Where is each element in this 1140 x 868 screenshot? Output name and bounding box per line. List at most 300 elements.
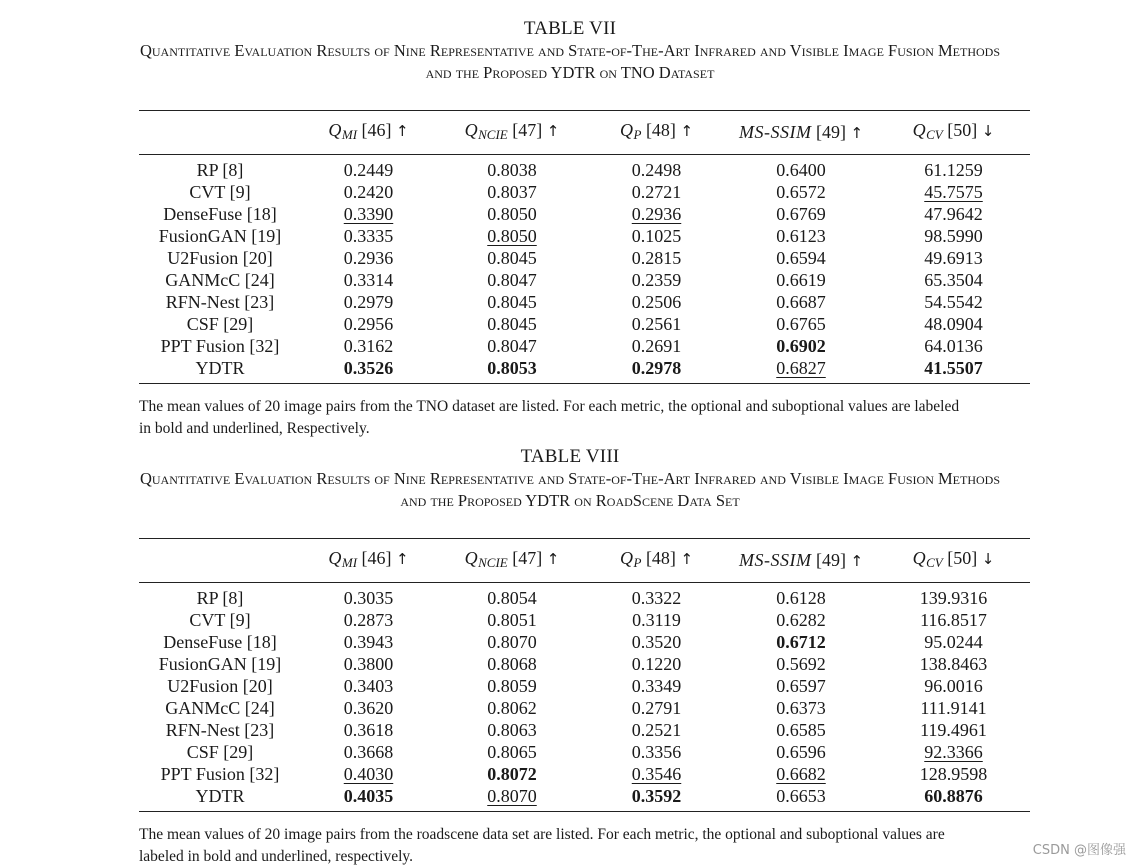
method-name: CVT [9] <box>189 182 251 202</box>
metric-reference: [48] <box>645 120 676 140</box>
method-name: RP [8] <box>196 160 244 180</box>
metric-subscript: NCIE <box>478 127 508 142</box>
metric-value-text: 0.3520 <box>631 632 682 652</box>
table-caption-line2: and the Proposed YDTR on RoadScene Data Set <box>400 491 740 510</box>
metric-value <box>588 609 725 631</box>
table-caption-line1: Quantitative Evaluation Results of Nine Representative and State-of-The-Art Infrared and Visible Image Fusion Methods <box>139 41 1001 60</box>
metric-symbol: MS-SSIM <box>738 550 812 570</box>
metric-value-text: 0.3526 <box>343 358 394 378</box>
metric-value-text: 0.2815 <box>631 248 682 268</box>
header-cell <box>436 539 588 583</box>
metric-symbol: Q <box>912 548 927 568</box>
metric-value-text: 0.6594 <box>776 248 826 268</box>
metric-subscript: NCIE <box>478 555 508 570</box>
header-cell <box>436 111 588 155</box>
metric-value-text: 0.3335 <box>343 226 394 246</box>
metric-reference: [47] <box>512 548 543 568</box>
table-row <box>139 203 1030 225</box>
arrow-up-icon: ↑ <box>680 122 694 140</box>
metric-value <box>436 181 588 203</box>
table-row <box>139 785 1030 812</box>
table-row <box>139 631 1030 653</box>
metric-value-text: 0.2498 <box>631 160 682 180</box>
metric-value-text: 0.8051 <box>487 610 537 630</box>
metric-value-text: 0.3162 <box>343 336 394 356</box>
metric-value <box>877 675 1030 697</box>
metric-value-text: 0.1220 <box>631 654 682 674</box>
table-row <box>139 225 1030 247</box>
header-cell <box>588 111 725 155</box>
header-cell <box>301 539 436 583</box>
method-name: RFN-Nest [23] <box>165 292 275 312</box>
metric-value <box>436 675 588 697</box>
table-caption-line2: and the Proposed YDTR on TNO Dataset <box>425 63 715 82</box>
metric-value-text: 49.6913 <box>924 248 983 268</box>
arrow-up-icon: ↑ <box>850 552 864 570</box>
metric-value-text: 65.3504 <box>924 270 983 290</box>
metric-value-text: 0.8050 <box>487 226 537 246</box>
metric-value <box>436 247 588 269</box>
metric-value <box>301 763 436 785</box>
header-cell-method <box>139 539 301 583</box>
metric-value <box>877 653 1030 675</box>
metric-reference: [46] <box>361 548 392 568</box>
metric-value-text: 111.9141 <box>920 698 987 718</box>
metric-value <box>877 247 1030 269</box>
metric-value <box>588 225 725 247</box>
results-table-wrap <box>139 110 1030 384</box>
metric-value <box>725 181 877 203</box>
table-row <box>139 313 1030 335</box>
metric-value <box>725 763 877 785</box>
metric-value-text: 0.6765 <box>776 314 826 334</box>
metric-value <box>301 653 436 675</box>
metric-value <box>725 631 877 653</box>
header-row <box>139 539 1030 583</box>
metric-value-text: 0.3620 <box>343 698 394 718</box>
metric-value <box>725 741 877 763</box>
metric-value <box>877 357 1030 384</box>
metric-value-text: 0.8053 <box>487 358 537 378</box>
metric-value-text: 0.6400 <box>776 160 826 180</box>
table-row <box>139 609 1030 631</box>
metric-value-text: 0.2956 <box>343 314 394 334</box>
metric-value <box>436 155 588 182</box>
metric-value <box>725 697 877 719</box>
metric-value <box>301 719 436 741</box>
table-row <box>139 653 1030 675</box>
metric-value-text: 0.6902 <box>776 336 826 356</box>
metric-value <box>301 609 436 631</box>
metric-value-text: 0.6123 <box>776 226 826 246</box>
metric-value <box>725 609 877 631</box>
metric-value-text: 0.6769 <box>776 204 826 224</box>
metric-value <box>436 697 588 719</box>
table-row <box>139 675 1030 697</box>
metric-value-text: 0.3668 <box>343 742 394 762</box>
metric-value <box>877 609 1030 631</box>
metric-value-text: 0.6687 <box>776 292 826 312</box>
metric-value-text: 128.9598 <box>919 764 988 784</box>
metric-value-text: 0.2721 <box>631 182 682 202</box>
method-name: DenseFuse [18] <box>163 204 277 224</box>
metric-value-text: 0.8070 <box>487 786 537 806</box>
metric-subscript: CV <box>926 127 943 142</box>
metric-value <box>588 247 725 269</box>
method-name: U2Fusion [20] <box>167 676 273 696</box>
metric-value-text: 0.3800 <box>343 654 394 674</box>
metric-value-text: 0.2521 <box>631 720 682 740</box>
metric-value-text: 0.2936 <box>631 204 682 224</box>
metric-value-text: 0.6619 <box>776 270 826 290</box>
metric-value <box>436 291 588 313</box>
arrow-up-icon: ↑ <box>546 550 560 568</box>
table-row <box>139 247 1030 269</box>
metric-value <box>436 583 588 610</box>
header-cell-method <box>139 111 301 155</box>
metric-value <box>877 719 1030 741</box>
metric-value <box>725 225 877 247</box>
table-row <box>139 335 1030 357</box>
metric-value <box>725 313 877 335</box>
table-row <box>139 357 1030 384</box>
metric-value <box>725 675 877 697</box>
metric-value-text: 0.8063 <box>487 720 537 740</box>
metric-value <box>588 785 725 812</box>
metric-subscript: P <box>633 127 642 142</box>
metric-value <box>301 225 436 247</box>
metric-subscript: MI <box>341 127 358 142</box>
metric-reference: [48] <box>645 548 676 568</box>
metric-value <box>588 203 725 225</box>
header-cell <box>588 539 725 583</box>
metric-value <box>877 291 1030 313</box>
metric-value-text: 0.2420 <box>343 182 394 202</box>
metric-value <box>725 203 877 225</box>
metric-value-text: 0.5692 <box>776 654 826 674</box>
metric-value <box>301 697 436 719</box>
metric-value <box>877 181 1030 203</box>
metric-value-text: 45.7575 <box>924 182 983 202</box>
metric-value-text: 0.3322 <box>631 588 682 608</box>
metric-value-text: 0.8059 <box>487 676 537 696</box>
metric-value-text: 0.2873 <box>343 610 394 630</box>
metric-value <box>301 203 436 225</box>
metric-value <box>301 583 436 610</box>
metric-value <box>725 653 877 675</box>
metric-value <box>877 335 1030 357</box>
metric-value <box>301 181 436 203</box>
metric-value-text: 0.3390 <box>343 204 394 224</box>
metric-subscript: P <box>633 555 642 570</box>
metric-value-text: 0.8038 <box>487 160 537 180</box>
metric-value <box>725 719 877 741</box>
metric-value <box>588 155 725 182</box>
table-row <box>139 291 1030 313</box>
metric-value <box>436 785 588 812</box>
metric-value-text: 47.9642 <box>924 204 983 224</box>
metric-value <box>301 675 436 697</box>
arrow-up-icon: ↑ <box>850 124 864 142</box>
metric-value-text: 116.8517 <box>920 610 987 630</box>
arrow-up-icon: ↑ <box>546 122 560 140</box>
table-number: TABLE VII <box>523 18 617 39</box>
metric-value <box>436 313 588 335</box>
header-cell <box>301 111 436 155</box>
table-note <box>139 396 1039 440</box>
metric-value-text: 138.8463 <box>919 654 988 674</box>
metric-value-text: 0.8062 <box>487 698 537 718</box>
metric-value-text: 0.6585 <box>776 720 826 740</box>
metric-symbol: Q <box>464 120 479 140</box>
table-row <box>139 697 1030 719</box>
method-name: YDTR <box>195 358 245 378</box>
table-row <box>139 181 1030 203</box>
metric-value-text: 119.4961 <box>920 720 987 740</box>
metric-reference: [50] <box>947 548 978 568</box>
metric-value <box>301 247 436 269</box>
method-name: PPT Fusion [32] <box>160 336 280 356</box>
metric-value-text: 0.6827 <box>776 358 826 378</box>
header-cell <box>877 111 1030 155</box>
table-note-line2: in bold and underlined, Respectively. <box>139 420 370 437</box>
metric-value-text: 0.3403 <box>343 676 394 696</box>
metric-symbol: Q <box>619 548 634 568</box>
metric-value <box>588 719 725 741</box>
table-row <box>139 583 1030 610</box>
method-name: CVT [9] <box>189 610 251 630</box>
metric-value-text: 0.2506 <box>631 292 682 312</box>
metric-value <box>725 357 877 384</box>
metric-value <box>436 269 588 291</box>
metric-value-text: 0.1025 <box>631 226 682 246</box>
metric-value-text: 0.3618 <box>343 720 394 740</box>
metric-value-text: 0.2691 <box>631 336 682 356</box>
metric-value-text: 98.5990 <box>924 226 983 246</box>
arrow-up-icon: ↑ <box>680 550 694 568</box>
metric-value-text: 0.6572 <box>776 182 826 202</box>
metric-reference: [46] <box>361 120 392 140</box>
metric-value-text: 0.3035 <box>343 588 394 608</box>
metric-value-text: 0.8050 <box>487 204 537 224</box>
metric-value <box>301 269 436 291</box>
metric-value <box>588 697 725 719</box>
metric-value <box>588 291 725 313</box>
metric-value <box>877 763 1030 785</box>
header-cell <box>725 111 877 155</box>
results-table <box>139 110 1030 384</box>
table-note-line2: labeled in bold and underlined, respectively. <box>139 848 414 865</box>
table-row <box>139 155 1030 182</box>
metric-value-text: 0.3592 <box>631 786 682 806</box>
metric-value <box>588 181 725 203</box>
table-note-line1: The mean values of 20 image pairs from the TNO dataset are listed. For each metric, the optional and suboptional values are labeled <box>139 398 960 415</box>
metric-value <box>436 719 588 741</box>
metric-value <box>301 313 436 335</box>
metric-value-text: 41.5507 <box>924 358 983 378</box>
table-row <box>139 719 1030 741</box>
metric-symbol: Q <box>912 120 927 140</box>
metric-reference: [50] <box>947 120 978 140</box>
metric-value <box>436 631 588 653</box>
metric-value <box>877 313 1030 335</box>
metric-value <box>588 313 725 335</box>
metric-value <box>301 785 436 812</box>
table-note-line1: The mean values of 20 image pairs from the roadscene data set are listed. For each metric, the optional and suboptional values are <box>139 826 945 843</box>
metric-reference: [49] <box>815 122 846 142</box>
metric-value <box>588 763 725 785</box>
arrow-up-icon: ↑ <box>396 550 409 568</box>
metric-value-text: 0.4035 <box>343 786 394 806</box>
metric-reference: [49] <box>815 550 846 570</box>
table-row <box>139 741 1030 763</box>
metric-value <box>588 269 725 291</box>
metric-value-text: 0.3119 <box>632 610 681 630</box>
table-viii <box>0 446 1140 868</box>
metric-value <box>725 155 877 182</box>
header-row <box>139 111 1030 155</box>
metric-value-text: 0.6373 <box>776 698 826 718</box>
results-table-wrap <box>139 538 1030 812</box>
metric-symbol: Q <box>619 120 634 140</box>
metric-value <box>725 269 877 291</box>
metric-value-text: 48.0904 <box>924 314 983 334</box>
metric-value <box>877 785 1030 812</box>
metric-value <box>436 203 588 225</box>
method-name: CSF [29] <box>186 314 254 334</box>
metric-value-text: 0.3546 <box>631 764 682 784</box>
method-name: PPT Fusion [32] <box>160 764 280 784</box>
method-name: CSF [29] <box>186 742 254 762</box>
metric-value-text: 0.8065 <box>487 742 537 762</box>
metric-value <box>877 741 1030 763</box>
metric-value <box>588 741 725 763</box>
metric-value-text: 96.0016 <box>924 676 983 696</box>
metric-value-text: 0.2978 <box>631 358 682 378</box>
metric-value <box>877 155 1030 182</box>
metric-value <box>436 357 588 384</box>
metric-value <box>436 335 588 357</box>
table-note <box>139 824 1039 868</box>
metric-subscript: MI <box>341 555 358 570</box>
metric-value <box>725 247 877 269</box>
metric-value-text: 60.8876 <box>924 786 983 806</box>
metric-value <box>725 335 877 357</box>
method-name: FusionGAN [19] <box>158 654 282 674</box>
method-name: YDTR <box>195 786 245 806</box>
table-row <box>139 269 1030 291</box>
metric-value <box>301 357 436 384</box>
metric-value-text: 0.4030 <box>343 764 394 784</box>
metric-value <box>877 269 1030 291</box>
metric-value <box>588 631 725 653</box>
metric-value <box>725 291 877 313</box>
method-name: RP [8] <box>196 588 244 608</box>
method-name: FusionGAN [19] <box>158 226 282 246</box>
metric-value-text: 0.3349 <box>631 676 682 696</box>
metric-value-text: 0.6282 <box>776 610 826 630</box>
metric-value-text: 0.8047 <box>487 270 537 290</box>
method-name: RFN-Nest [23] <box>165 720 275 740</box>
metric-value <box>588 335 725 357</box>
metric-value <box>436 225 588 247</box>
metric-value-text: 0.6653 <box>776 786 826 806</box>
metric-value <box>877 697 1030 719</box>
arrow-down-icon: ↓ <box>981 122 995 140</box>
metric-value <box>436 763 588 785</box>
metric-value-text: 0.2449 <box>343 160 394 180</box>
metric-value <box>436 653 588 675</box>
metric-symbol: MS-SSIM <box>738 122 812 142</box>
metric-value-text: 0.8054 <box>487 588 537 608</box>
metric-value-text: 92.3366 <box>924 742 983 762</box>
metric-value-text: 0.8068 <box>487 654 537 674</box>
metric-value <box>877 631 1030 653</box>
header-cell <box>877 539 1030 583</box>
table-number: TABLE VIII <box>520 446 620 467</box>
metric-value-text: 0.2791 <box>631 698 682 718</box>
method-name: U2Fusion [20] <box>167 248 273 268</box>
arrow-down-icon: ↓ <box>981 550 995 568</box>
table-vii <box>0 18 1140 440</box>
metric-value <box>877 203 1030 225</box>
metric-value <box>301 631 436 653</box>
metric-value-text: 61.1259 <box>924 160 983 180</box>
metric-value-text: 0.3314 <box>343 270 394 290</box>
metric-symbol: Q <box>328 548 342 568</box>
metric-value-text: 0.6597 <box>776 676 826 696</box>
metric-value <box>301 291 436 313</box>
metric-value-text: 0.6682 <box>776 764 826 784</box>
metric-value <box>588 675 725 697</box>
watermark: CSDN @图像强 <box>1032 843 1126 858</box>
metric-value <box>436 741 588 763</box>
metric-value-text: 0.6596 <box>776 742 826 762</box>
metric-value-text: 0.2359 <box>631 270 682 290</box>
metric-value <box>725 785 877 812</box>
metric-value-text: 0.2561 <box>631 314 682 334</box>
metric-value <box>301 335 436 357</box>
metric-value-text: 0.3943 <box>343 632 394 652</box>
metric-value-text: 95.0244 <box>924 632 983 652</box>
metric-value-text: 0.8070 <box>487 632 537 652</box>
metric-value-text: 0.6128 <box>776 588 826 608</box>
metric-value <box>436 609 588 631</box>
metric-symbol: Q <box>328 120 342 140</box>
method-name: GANMcC [24] <box>165 270 275 290</box>
metric-value-text: 0.8037 <box>487 182 537 202</box>
metric-value-text: 0.8045 <box>487 314 537 334</box>
metric-value <box>588 653 725 675</box>
metric-subscript: CV <box>926 555 943 570</box>
metric-value <box>588 357 725 384</box>
metric-value <box>588 583 725 610</box>
header-cell <box>725 539 877 583</box>
metric-value-text: 0.3356 <box>631 742 682 762</box>
metric-value-text: 139.9316 <box>919 588 988 608</box>
metric-value <box>877 225 1030 247</box>
metric-value-text: 0.6712 <box>776 632 826 652</box>
metric-value-text: 54.5542 <box>924 292 983 312</box>
metric-value-text: 0.8047 <box>487 336 537 356</box>
method-name: DenseFuse [18] <box>163 632 277 652</box>
metric-symbol: Q <box>464 548 479 568</box>
metric-value <box>725 583 877 610</box>
metric-value-text: 0.2979 <box>343 292 394 312</box>
metric-value-text: 0.8045 <box>487 292 537 312</box>
metric-value-text: 0.8045 <box>487 248 537 268</box>
metric-reference: [47] <box>512 120 543 140</box>
